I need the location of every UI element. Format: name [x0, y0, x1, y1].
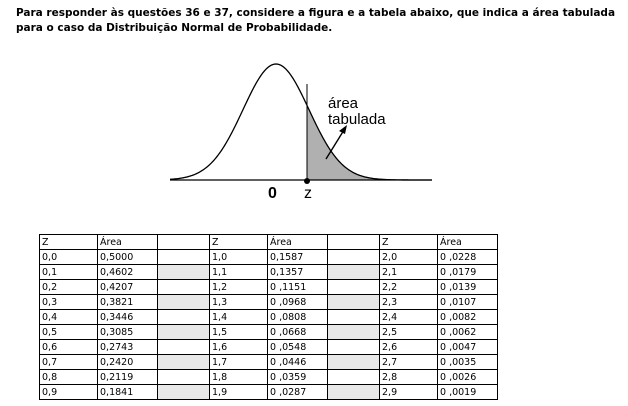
- area-value-cell: 0,3085: [98, 325, 158, 340]
- gap-cell: [328, 280, 380, 295]
- area-value-cell: 0,1841: [98, 385, 158, 400]
- z-point: [304, 178, 310, 184]
- gap-cell: [158, 325, 210, 340]
- z-value-cell: 2,0: [380, 250, 438, 265]
- gap-cell: [328, 310, 380, 325]
- gap-cell: [158, 280, 210, 295]
- header-area: Área: [268, 235, 328, 250]
- z-value-cell: 2,5: [380, 325, 438, 340]
- gap-cell: [158, 235, 210, 250]
- z-value-cell: 1,1: [210, 265, 268, 280]
- gap-cell: [328, 295, 380, 310]
- table-row: [40, 370, 498, 385]
- table-header: [40, 235, 498, 250]
- area-value-cell: 0 ,0287: [268, 385, 328, 400]
- z-value-cell: 0,0: [40, 250, 98, 265]
- z-value-cell: 2,6: [380, 340, 438, 355]
- gap-cell: [328, 385, 380, 400]
- table-row: [40, 385, 498, 400]
- area-value-cell: 0,4602: [98, 265, 158, 280]
- z-value-cell: 2,3: [380, 295, 438, 310]
- area-value-cell: 0 ,0047: [438, 340, 498, 355]
- area-value-cell: 0,2420: [98, 355, 158, 370]
- area-value-cell: 0 ,0026: [438, 370, 498, 385]
- z-value-cell: 1,8: [210, 370, 268, 385]
- header-z: Z: [40, 235, 98, 250]
- table-row: [40, 340, 498, 355]
- arrow-line: [326, 130, 344, 159]
- gap-cell: [158, 370, 210, 385]
- gap-cell: [328, 235, 380, 250]
- gap-cell: [328, 250, 380, 265]
- area-value-cell: 0 ,0359: [268, 370, 328, 385]
- table-row: [40, 250, 498, 265]
- table-row: [40, 265, 498, 280]
- area-value-cell: 0,5000: [98, 250, 158, 265]
- area-value-cell: 0 ,0019: [438, 385, 498, 400]
- z-value-cell: 2,4: [380, 310, 438, 325]
- z-value-cell: 1,9: [210, 385, 268, 400]
- z-value-cell: 2,7: [380, 355, 438, 370]
- zero-label: 0: [268, 185, 277, 202]
- header-z: Z: [380, 235, 438, 250]
- gap-cell: [158, 355, 210, 370]
- area-value-cell: 0 ,0548: [268, 340, 328, 355]
- table-row: [40, 325, 498, 340]
- header-area: Área: [98, 235, 158, 250]
- z-value-cell: 0,7: [40, 355, 98, 370]
- area-label: [328, 96, 386, 128]
- area-value-cell: 0,4207: [98, 280, 158, 295]
- area-value-cell: 0,2119: [98, 370, 158, 385]
- area-value-cell: 0 ,0082: [438, 310, 498, 325]
- table-row: [40, 295, 498, 310]
- gap-cell: [158, 265, 210, 280]
- gap-cell: [328, 325, 380, 340]
- area-value-cell: 0,3821: [98, 295, 158, 310]
- z-value-cell: 2,8: [380, 370, 438, 385]
- header-area: Área: [438, 235, 498, 250]
- area-value-cell: 0 ,0107: [438, 295, 498, 310]
- z-value-cell: 0,1: [40, 265, 98, 280]
- area-value-cell: 0 ,0446: [268, 355, 328, 370]
- header-z: Z: [210, 235, 268, 250]
- z-value-cell: 1,2: [210, 280, 268, 295]
- area-label-line2: tabulada: [328, 111, 386, 128]
- z-label: z: [304, 185, 312, 202]
- area-label-line1: área: [328, 95, 359, 112]
- area-value-cell: 0 ,0035: [438, 355, 498, 370]
- gap-cell: [158, 385, 210, 400]
- area-value-cell: 0,2743: [98, 340, 158, 355]
- gap-cell: [158, 250, 210, 265]
- z-value-cell: 0,4: [40, 310, 98, 325]
- normal-curve: [170, 64, 432, 180]
- z-value-cell: 1,7: [210, 355, 268, 370]
- z-value-cell: 0,2: [40, 280, 98, 295]
- gap-cell: [328, 355, 380, 370]
- area-value-cell: 0 ,0228: [438, 250, 498, 265]
- z-value-cell: 1,6: [210, 340, 268, 355]
- intro-text: Para responder às questões 36 e 37, considere a figura e a tabela abaixo, que indica a área tabulada para o caso da Distribuição Normal de Probabilidade.: [16, 7, 616, 34]
- gap-cell: [158, 310, 210, 325]
- z-value-cell: 0,5: [40, 325, 98, 340]
- table-row: [40, 310, 498, 325]
- z-value-cell: 0,9: [40, 385, 98, 400]
- area-value-cell: 0 ,0968: [268, 295, 328, 310]
- z-value-cell: 2,2: [380, 280, 438, 295]
- z-value-cell: 1,3: [210, 295, 268, 310]
- z-table: [39, 234, 498, 400]
- z-value-cell: 0,6: [40, 340, 98, 355]
- table-row: [40, 355, 498, 370]
- area-value-cell: 0,1357: [268, 265, 328, 280]
- area-value-cell: 0 ,0139: [438, 280, 498, 295]
- z-value-cell: 1,5: [210, 325, 268, 340]
- z-value-cell: 1,0: [210, 250, 268, 265]
- gap-cell: [158, 340, 210, 355]
- z-value-cell: 1,4: [210, 310, 268, 325]
- table-row: [40, 280, 498, 295]
- area-value-cell: 0,1587: [268, 250, 328, 265]
- area-value-cell: 0 ,1151: [268, 280, 328, 295]
- gap-cell: [328, 265, 380, 280]
- normal-curve-figure: [166, 54, 436, 208]
- gap-cell: [328, 340, 380, 355]
- gap-cell: [158, 295, 210, 310]
- z-value-cell: 2,9: [380, 385, 438, 400]
- z-value-cell: 0,3: [40, 295, 98, 310]
- z-value-cell: 0,8: [40, 370, 98, 385]
- z-value-cell: 2,1: [380, 265, 438, 280]
- area-value-cell: 0 ,0179: [438, 265, 498, 280]
- area-value-cell: 0 ,0062: [438, 325, 498, 340]
- area-value-cell: 0,3446: [98, 310, 158, 325]
- gap-cell: [328, 370, 380, 385]
- area-value-cell: 0 ,0668: [268, 325, 328, 340]
- area-value-cell: 0 ,0808: [268, 310, 328, 325]
